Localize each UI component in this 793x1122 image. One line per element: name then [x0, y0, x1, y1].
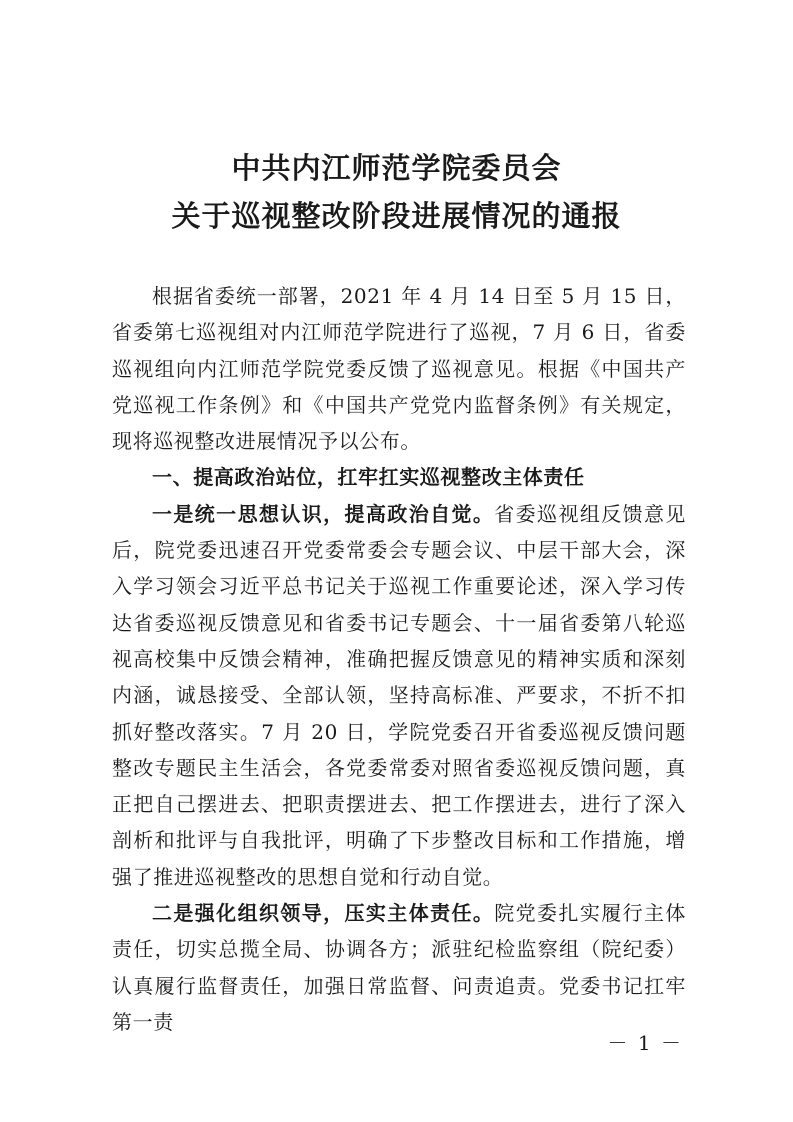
document-title-line2: 关于巡视整改阶段进展情况的通报 — [171, 199, 622, 233]
paragraph-lead: 一是统一思想认识，提高政治自觉。 — [152, 501, 495, 526]
section-heading-1: 一、提高政治站位，扛牢扛实巡视整改主体责任 — [152, 465, 585, 490]
paragraph-lead: 二是强化组织领导，压实主体责任。 — [152, 901, 495, 926]
intro-paragraph: 根据省委统一部署，2021 年 4 月 14 日至 5 月 15 日，省委第七巡视组对内江师范学院进行了巡视，7 月 6 日，省委巡视组向内江师范学院党委反馈了巡视意见。根据《中国共产党巡视工作条例》和《中国共产党党内监督条例》有关规定，现将巡视整改进展情况予以公布。 — [112, 284, 686, 454]
document-body — [112, 278, 686, 1040]
paragraph-unify-thinking — [112, 496, 686, 895]
document-title-line1: 中共内江师范学院委员会 — [231, 151, 562, 185]
paragraph-strengthen-leadership — [112, 895, 686, 1040]
paragraph-text: 省委巡视组反馈意见后，院党委迅速召开党委常委会专题会议、中层干部大会，深入学习领会习近平总书记关于巡视工作重要论述，深入学习传达省委巡视反馈意见和省委书记专题会、十一届省委第八轮巡视高校集中反馈会精神，准确把握反馈意见的精神实质和深刻内涵，诚恳接受、全部认领，坚持高标准、严要求，不折不扣抓好整改落实。7 月 20 日，学院党委召开省委巡视反馈问题整改专题民主生活会，各党委常委对照省委巡视反馈问题，真正把自己摆进去、把职责摆进去、把工作摆进去，进行了深入剖析和批评与自我批评，明确了下步整改目标和工作措施，增强了推进巡视整改的思想自觉和行动自觉。 — [112, 501, 686, 889]
page-number: － 1 － — [607, 1031, 683, 1055]
paragraph-text: 院党委扎实履行主体责任，切实总揽全局、协调各方；派驻纪检监察组（院纪委）认真履行监督责任，加强日常监督、问责追责。党委书记扛牢第一责 — [112, 901, 686, 1034]
